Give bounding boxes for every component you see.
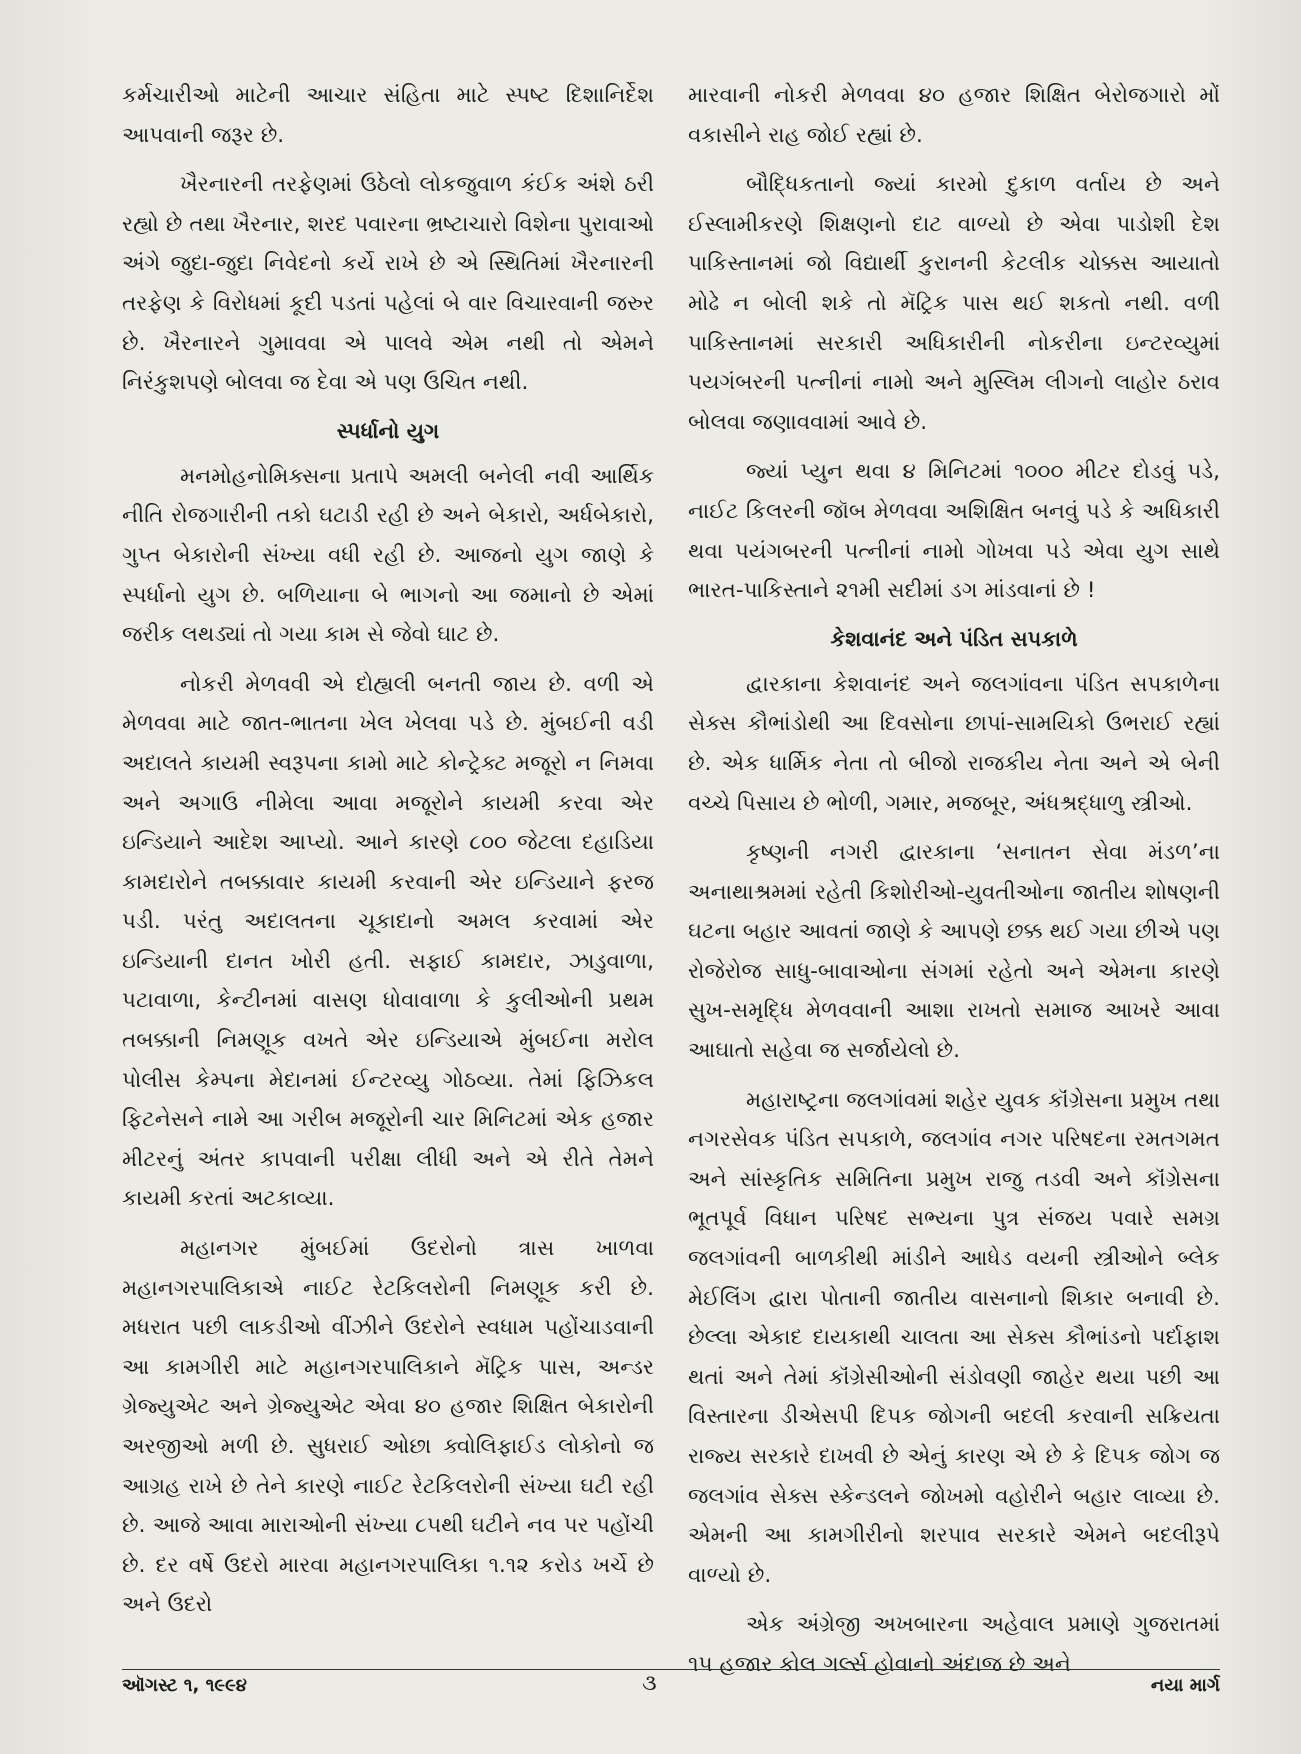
footer-rule bbox=[122, 1669, 1220, 1670]
paragraph: ખૈરનારની તરફેણમાં ઉઠેલો લોકજુવાળ કંઈક અંશે ઠરી રહ્યો છે તથા ખૈરનાર, શરદ પવારના ભ્રષ્ટાચારો વિશેના પુરાવાઓ અંગે જુદા-જુદા નિવેદનો કર્યે રાખે છે એ સ્થિતિમાં ખૈરનારની તરફેણ કે વિરોધમાં કૂદી પડતાં પહેલાં બે વાર વિચારવાની જરુર છે. ખૈરનારને ગુમાવવા એ પાલવે એમ નથી તો એમને નિરંકુશપણે બોલવા જ દેવા એ પણ ઉચિત નથી. bbox=[122, 172, 654, 396]
right-column bbox=[688, 76, 1220, 1695]
paragraph: એક અંગ્રેજી અખબારના અહેવાલ પ્રમાણે ગુજરાતમાં ૧૫ હજાર કોલ ગર્લ્સ હોવાનો અંદાજ છે અને bbox=[688, 1612, 1220, 1677]
paragraph: મહારાષ્ટ્રના જલગાંવમાં શહેર યુવક કૉંગ્રેસના પ્રમુખ તથા નગરસેવક પંડિત સપકાળે, જલગાંવ નગર પરિષદના રમતગમત અને સાંસ્કૃતિક સમિતિના પ્રમુખ રાજુ તડવી અને કૉંગ્રેસના ભૂતપૂર્વ વિધાન પરિષદ સભ્યના પુત્ર સંજય પવારે સમગ્ર જલગાંવની બાળકીથી માંડીને આધેડ વયની સ્ત્રીઓને બ્લેક મેઈલિંગ દ્વારા પોતાની જાતીય વાસનાનો શિકાર બનાવી છે. છેલ્લા એકાદ દાયકાથી ચાલતા આ સેક્સ કૌભાંડનો પર્દાફાશ થતાં અને તેમાં કૉંગ્રેસીઓની સંડોવણી જાહેર થયા પછી આ વિસ્તારના ડીએસપી દિપક જોગની બદલી કરવાની સક્રિયતા રાજ્ય સરકારે દાખવી છે એનું કારણ એ છે કે દિપક જોગ જ જલગાંવ સેક્સ સ્કેન્ડલને જોખમો વહોરીને બહાર લાવ્યા છે. એમની આ કામગીરીનો શરપાવ સરકારે એમને બદલીરૂપે વાળ્યો છે. bbox=[688, 1087, 1220, 1588]
left-column bbox=[122, 76, 654, 1635]
paragraph: જ્યાં પ્યુન થવા ૪ મિનિટમાં ૧૦૦૦ મીટર દોડવું પડે, નાઈટ કિલરની જૉબ મેળવવા અશિક્ષિત બનવું પડે કે અધિકારી થવા પયંગબરની પત્નીનાં નામો ગોખવા પડે એવા યુગ સાથે ભારત-પાકિસ્તાને ૨૧મી સદીમાં ડગ માંડવાનાં છે ! bbox=[688, 459, 1220, 604]
paragraph: મારવાની નોકરી મેળવવા ૪૦ હજાર શિક્ષિત બેરોજગારો મોં વકાસીને રાહ જોઈ રહ્યાં છે. bbox=[688, 83, 1220, 148]
page-number: ૩ bbox=[642, 1671, 657, 1696]
paragraph: મનમોહનોમિક્સના પ્રતાપે અમલી બનેલી નવી આર્થિક નીતિ રોજગારીની તકો ઘટાડી રહી છે અને બેકારો, અર્ધબેકારો, ગુપ્ત બેકારોની સંખ્યા વધી રહી છે. આજનો યુગ જાણે કે સ્પર્ધાનો યુગ છે. બળિયાના બે ભાગનો આ જમાનો છે એમાં જરીક લથડ્યાં તો ગયા કામ સે જેવો ઘાટ છે. bbox=[122, 463, 654, 648]
paragraph: દ્વારકાના કેશવાનંદ અને જલગાંવના પંડિત સપકાળેના સેક્સ કૌભાંડોથી આ દિવસોના છાપાં-સામયિકો ઉભરાઈ રહ્યાં છે. એક ધાર્મિક નેતા તો બીજો રાજકીય નેતા અને એ બેની વચ્ચે પિસાય છે ભોળી, ગમાર, મજબૂર, અંધશ્રદ્ધાળુ સ્ત્રીઓ. bbox=[688, 671, 1220, 816]
paragraph: કૃષ્ણની નગરી દ્વારકાના ‘સનાતન સેવા મંડળ’ના અનાથાશ્રમમાં રહેતી કિશોરીઓ-યુવતીઓના જાતીય શોષણની ઘટના બહાર આવતાં જાણે કે આપણે છક્ક થઈ ગયા છીએ પણ રોજેરોજ સાધુ-બાવાઓના સંગમાં રહેતો અને એમના કારણે સુખ-સમૃદ્ધિ મેળવવાની આશા રાખતો સમાજ આખરે આવા આઘાતો સહેવા જ સર્જાયેલો છે. bbox=[688, 840, 1220, 1064]
issue-date: ઑગસ્ટ ૧, ૧૯૯૪ bbox=[122, 1675, 247, 1696]
section-heading: કેશવાનંદ અને પંડિત સપકાળે bbox=[830, 626, 1078, 651]
paragraph: મહાનગર મુંબઈમાં ઉદરોનો ત્રાસ ખાળવા મહાનગરપાલિકાએ નાઈટ રેટકિલરોની નિમણૂક કરી છે. મધરાત પછી લાકડીઓ વીંઝીને ઉદરોને સ્વધામ પહોંચાડવાની આ કામગીરી માટે મહાનગરપાલિકાને મૅટ્રિક પાસ, અન્ડર ગ્રેજ્યુએટ અને ગ્રેજ્યુએટ એવા ૪૦ હજાર શિક્ષિત બેકારોની અરજીઓ મળી છે. સુધરાઈ ઓછા ક્વોલિફાઈડ લોકોનો જ આગ્રહ રાખે છે તેને કારણે નાઈટ રેટકિલરોની સંખ્યા ઘટી રહી છે. આજે આવા મારાઓની સંખ્યા ૮૫થી ઘટીને નવ પર પહોંચી છે. દર વર્ષે ઉદરો મારવા મહાનગરપાલિકા ૧.૧૨ કરોડ ખર્ચે છે અને ઉદરો bbox=[122, 1236, 654, 1618]
page-footer bbox=[122, 1669, 1220, 1705]
section-heading: સ્પર્ધાનો યુગ bbox=[336, 418, 440, 443]
paragraph: નોકરી મેળવવી એ દોહ્યલી બનતી જાય છે. વળી એ મેળવવા માટે જાત-ભાતના ખેલ ખેલવા પડે છે. મુંબઈની વડી અદાલતે કાયમી સ્વરૂપના કામો માટે કોન્ટ્રેક્ટ મજૂરો ન નિમવા અને અગાઉ નીમેલા આવા મજૂરોને કાયમી કરવા એર ઇન્ડિયાને આદેશ આપ્યો. આને કારણે ૮૦૦ જેટલા દહાડિયા કામદારોને તબક્કાવાર કાયમી કરવાની એર ઇન્ડિયાને ફરજ પડી. પરંતુ અદાલતના ચૂકાદાનો અમલ કરવામાં એર ઇન્ડિયાની દાનત ખોરી હતી. સફાઈ કામદાર, ઝાડુવાળા, પટાવાળા, કેન્ટીનમાં વાસણ ધોવાવાળા કે કુલીઓની પ્રથમ તબક્કાની નિમણૂક વખતે એર ઇન્ડિયાએ મુંબઈના મરોલ પોલીસ કેમ્પના મેદાનમાં ઈન્ટરવ્યુ ગોઠવ્યા. તેમાં ફિઝિકલ ફિટનેસને નામે આ ગરીબ મજૂરોની ચાર મિનિટમાં એક હજાર મીટરનું અંતર કાપવાની પરીક્ષા લીધી અને એ રીતે તેમને કાયમી કરતાં અટકાવ્યા. bbox=[122, 671, 654, 1212]
paragraph: બૌદ્ધિકતાનો જ્યાં કારમો દુકાળ વર્તાય છે અને ઈસ્લામીકરણે શિક્ષણનો દાટ વાળ્યો છે એવા પાડોશી દેશ પાકિસ્તાનમાં જો વિદ્યાર્થી કુરાનની કેટલીક ચોક્કસ આયાતો મોઢે ન બોલી શકે તો મૅટ્રિક પાસ થઈ શકતો નથી. વળી પાકિસ્તાનમાં સરકારી અધિકારીની નોકરીના ઇન્ટરવ્યુમાં પયગંબરની પત્નીનાં નામો અને મુસ્લિમ લીગનો લાહોર ઠરાવ બોલવા જણાવવામાં આવે છે. bbox=[688, 172, 1220, 435]
paragraph: કર્મચારીઓ માટેની આચાર સંહિતા માટે સ્પષ્ટ દિશાનિર્દેશ આપવાની જરૂર છે. bbox=[122, 83, 654, 148]
magazine-name: નયા માર્ગ bbox=[1150, 1675, 1220, 1696]
